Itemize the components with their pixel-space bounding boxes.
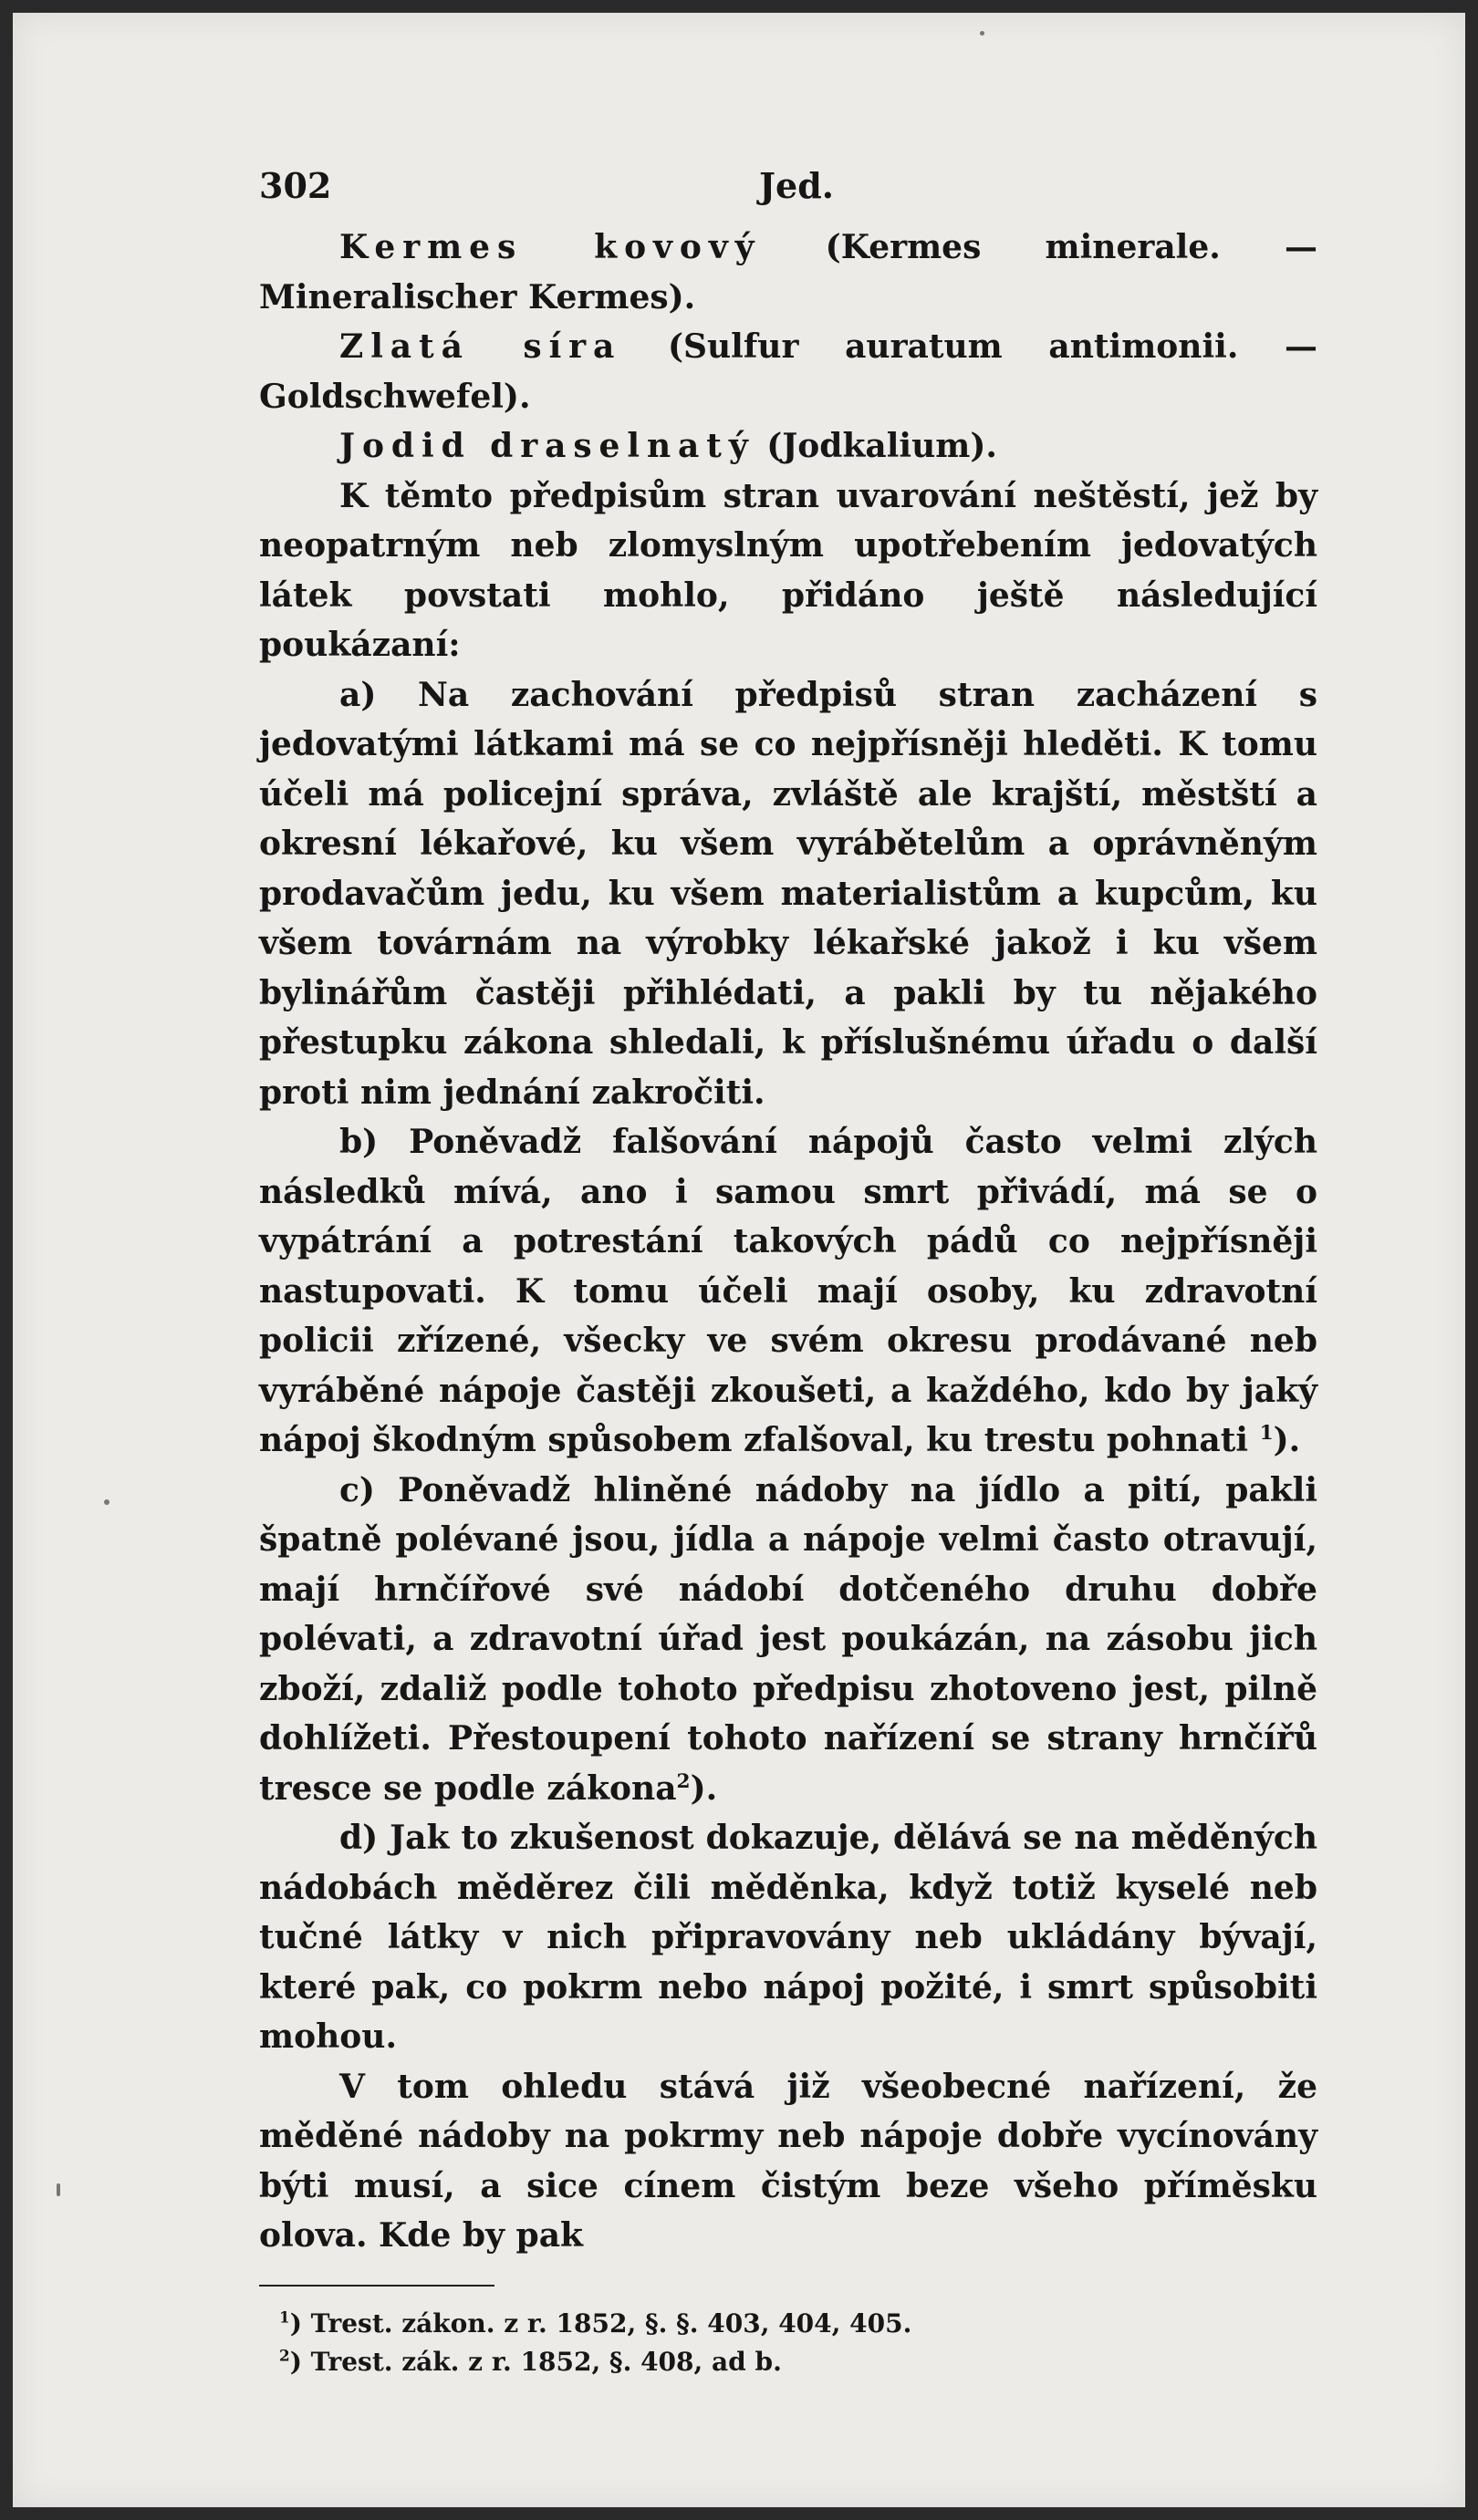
book-page	[259, 150, 1317, 2381]
paragraph-c	[259, 1466, 1317, 1814]
footnotes	[259, 2305, 1317, 2381]
footnote	[279, 2305, 1317, 2343]
entry-name: Jodid draselnatý	[339, 427, 755, 465]
footnote-text: ) Trest. zák. z r. 1852, §. 408, ad b.	[289, 2346, 782, 2377]
entry-text: (Sulfur auratum antimonii. — Goldschwefel).	[259, 327, 1317, 416]
entry-text: (Kermes minerale. — Mineralischer Kermes).	[259, 228, 1317, 316]
entry-kermes	[259, 223, 1317, 322]
page-body	[259, 223, 1317, 2261]
paragraph-c-end: ).	[690, 1768, 718, 1808]
paragraph-b	[259, 1117, 1317, 1466]
running-title: Jed.	[759, 165, 834, 206]
footnote-ref-2: 2	[676, 1769, 691, 1793]
footnote-text: ) Trest. zákon. z r. 1852, §. §. 403, 404, 405.	[289, 2307, 912, 2339]
paragraph-intro: K těmto předpisům stran uvarování neštěstí, jež by neopatrným neb zlomyslným upotřebením jedovatých látek povstati mohlo, přidáno ještě následující poukázaní:	[259, 476, 1317, 664]
entry-text: (Jodkalium).	[755, 427, 997, 465]
entry-jodid	[259, 421, 1317, 472]
paper-speck	[57, 2183, 60, 2196]
paragraph-b-end: ).	[1273, 1421, 1301, 1459]
footnote-mark: 1	[279, 2307, 290, 2327]
entry-name: Kermes kovový	[339, 228, 762, 266]
footnote-divider	[259, 2285, 494, 2287]
scanned-page	[13, 13, 1465, 2507]
footnote-mark: 2	[279, 2346, 290, 2365]
paragraph-b-text: b) Poněvadž falšování nápojů často velmi zlých následků mívá, ano i samou smrt přivádí, má se o vypátrání a potrestání takových pádů co nejpřísněji nastupovati. K tomu účeli mají osoby, ku zdravotní policii zřízené, všecky ve svém okresu prodávané neb vyráběné nápoje častěji zkoušeti, a každého, kdo by jaký nápoj škodným spůsobem zfalšoval, ku trestu pohnati	[259, 1123, 1317, 1459]
paragraph-closing: V tom ohledu stává již všeobecné nařízení, že měděné nádoby na pokrmy neb nápoje dobře vycínovány býti musí, a sice cínem čistým beze všeho příměsku olova. Kde by pak	[259, 2067, 1317, 2255]
paragraph-a: a) Na zachování předpisů stran zacházení s jedovatými látkami má se co nejpřísněji hleděti. K tomu účeli má policejní správa, zvláště ale krajští, městští a okresní lékařové, ku všem vyrábětelům a oprávněným prodavačům jedu, ku všem materialistům a kupcům, ku všem továrnám na výrobky lékařské jakož i ku všem bylinářům častěji přihlédati, a pakli by tu nějakého přestupku zákona shledali, k příslušnému úřadu o další proti nim jednání zakročiti.	[259, 675, 1317, 1112]
paper-speck	[104, 1499, 109, 1505]
entry-name: Zlatá síra	[339, 327, 622, 366]
footnote-ref-1: 1	[1259, 1422, 1274, 1445]
paragraph-d: d) Jak to zkušenost dokazuje, dělává se na měděných nádobách měděrez čili měděnka, když totiž kyselé neb tučné látky v nich připravovány neb ukládány bývají, které pak, co pokrm nebo nápoj požité, i smrt spůsobiti mohou.	[259, 1819, 1317, 2056]
page-number: 302	[259, 165, 332, 206]
paper-speck	[980, 31, 984, 36]
entry-zlata-sira	[259, 322, 1317, 421]
running-header	[259, 150, 834, 223]
footnote	[279, 2343, 1317, 2381]
paragraph-c-text: c) Poněvadž hliněné nádoby na jídlo a pití, pakli špatně polévané jsou, jídla a nápoje velmi často otravují, mají hrnčířové své nádobí dotčeného druhu dobře polévati, a zdravotní úřad jest poukázán, na zásobu jich zboží, zdaliž podle tohoto předpisu zhotoveno jest, pilně dohlížeti. Přestoupení tohoto nařízení se strany hrnčířů tresce se podle zákona	[259, 1470, 1317, 1808]
